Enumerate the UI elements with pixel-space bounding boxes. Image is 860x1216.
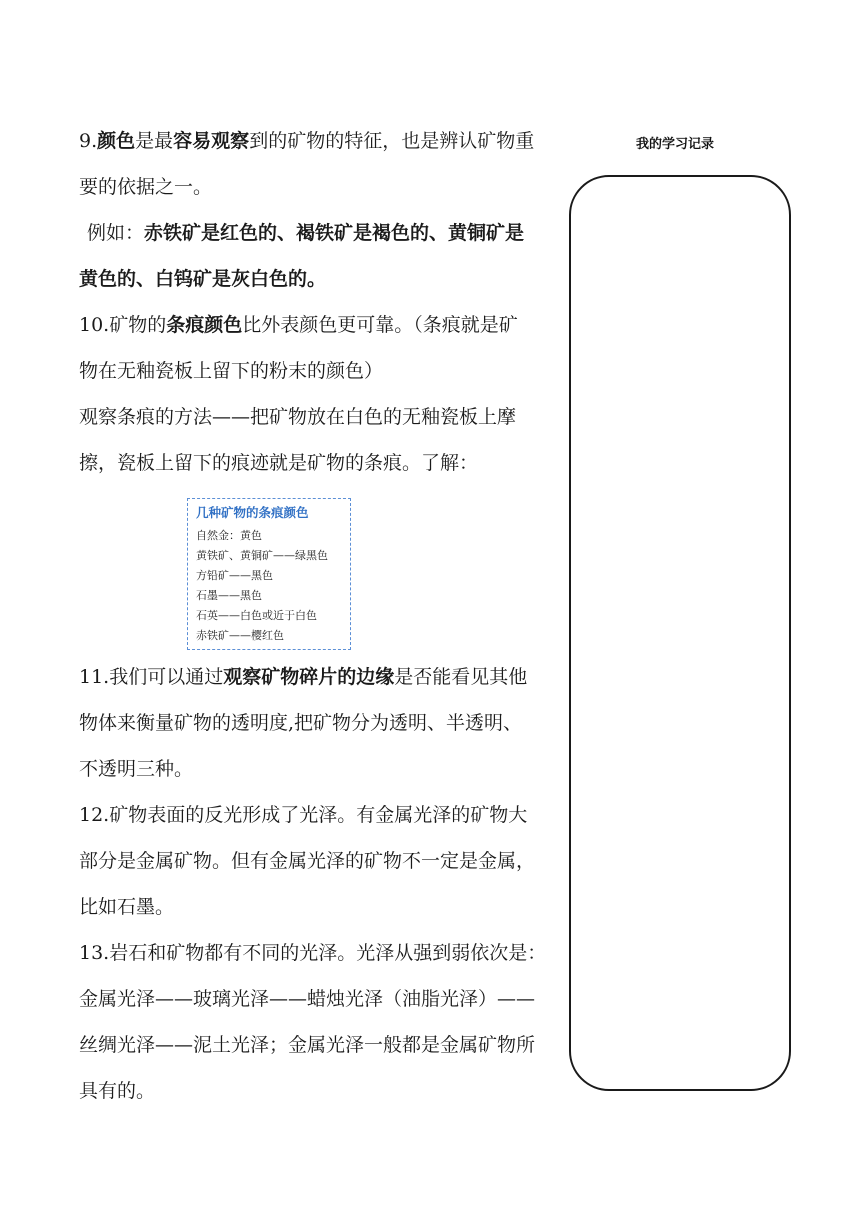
- streak-item: 自然金：黄色: [196, 529, 262, 542]
- p10-text: 比外表颜色更可靠。（条痕就是矿: [242, 314, 518, 336]
- p9-keyword-color: 颜色: [97, 130, 136, 152]
- p9-number: 9.: [79, 130, 98, 152]
- p11-text: 是否能看见其他: [394, 666, 528, 688]
- streak-box-title: 几种矿物的条痕颜色: [196, 505, 309, 520]
- p11-text: 我们可以通过: [109, 666, 224, 688]
- p11-line2: 物体来衡量矿物的透明度,把矿物分为透明、半透明、: [79, 712, 523, 734]
- p13-line4: 具有的。: [79, 1080, 156, 1102]
- p9-text: 到的矿物的特征，也是辨认矿物重: [249, 130, 535, 152]
- streak-item: 石英——白色或近于白色: [196, 609, 317, 622]
- p9-example-line1: [79, 210, 563, 256]
- p10-line4: 擦，瓷板上留下的痕迹就是矿物的条痕。了解：: [79, 452, 479, 474]
- p13-line3: 丝绸光泽——泥土光泽；金属光泽一般都是金属矿物所: [79, 1034, 536, 1056]
- p10-line1: [79, 302, 563, 348]
- p9-text: 是最: [135, 130, 174, 152]
- p10-line2: 物在无釉瓷板上留下的粉末的颜色）: [79, 360, 384, 382]
- p11-line1: [79, 654, 563, 700]
- p9-example-label: 例如：: [87, 222, 145, 244]
- p10-text: 矿物的: [109, 314, 167, 336]
- streak-color-box: [187, 498, 351, 650]
- main-content: [79, 118, 563, 1114]
- streak-item: 石墨——黑色: [196, 589, 262, 602]
- p11-keyword-edge: 观察矿物碎片的边缘: [223, 666, 395, 688]
- p11-number: 11.: [79, 666, 110, 688]
- p11-line3: 不透明三种。: [79, 758, 194, 780]
- p13-line2: 金属光泽——玻璃光泽——蜡烛光泽（油脂光泽）——: [79, 988, 536, 1010]
- p13-line1: 13.岩石和矿物都有不同的光泽。光泽从强到弱依次是：: [79, 942, 547, 964]
- p10-keyword-streak: 条痕颜色: [166, 314, 243, 336]
- p10-line3: 观察条痕的方法——把矿物放在白色的无釉瓷板上摩: [79, 406, 517, 428]
- p12-line3: 比如石墨。: [79, 896, 175, 918]
- p12-line1: 12.矿物表面的反光形成了光泽。有金属光泽的矿物大: [79, 804, 528, 826]
- p9-keyword-observe: 容易观察: [173, 130, 250, 152]
- streak-item: 赤铁矿——樱红色: [196, 629, 284, 642]
- p9-example-line2: 黄色的、白钨矿是灰白色的。: [79, 268, 327, 290]
- p9-line1: [79, 118, 563, 164]
- p9-example-text: 赤铁矿是红色的、褐铁矿是褐色的、黄铜矿是: [144, 222, 525, 244]
- streak-box-wrapper: [79, 486, 563, 654]
- p12-line2: 部分是金属矿物。但有金属光泽的矿物不一定是金属，: [79, 850, 536, 872]
- streak-item: 黄铁矿、黄铜矿——绿黑色: [196, 549, 328, 562]
- study-notes-title: 我的学习记录: [636, 137, 715, 152]
- study-notes-box[interactable]: [569, 175, 791, 1091]
- streak-item: 方铅矿——黑色: [196, 569, 273, 582]
- p10-number: 10.: [79, 314, 110, 336]
- p9-line2: 要的依据之一。: [79, 176, 213, 198]
